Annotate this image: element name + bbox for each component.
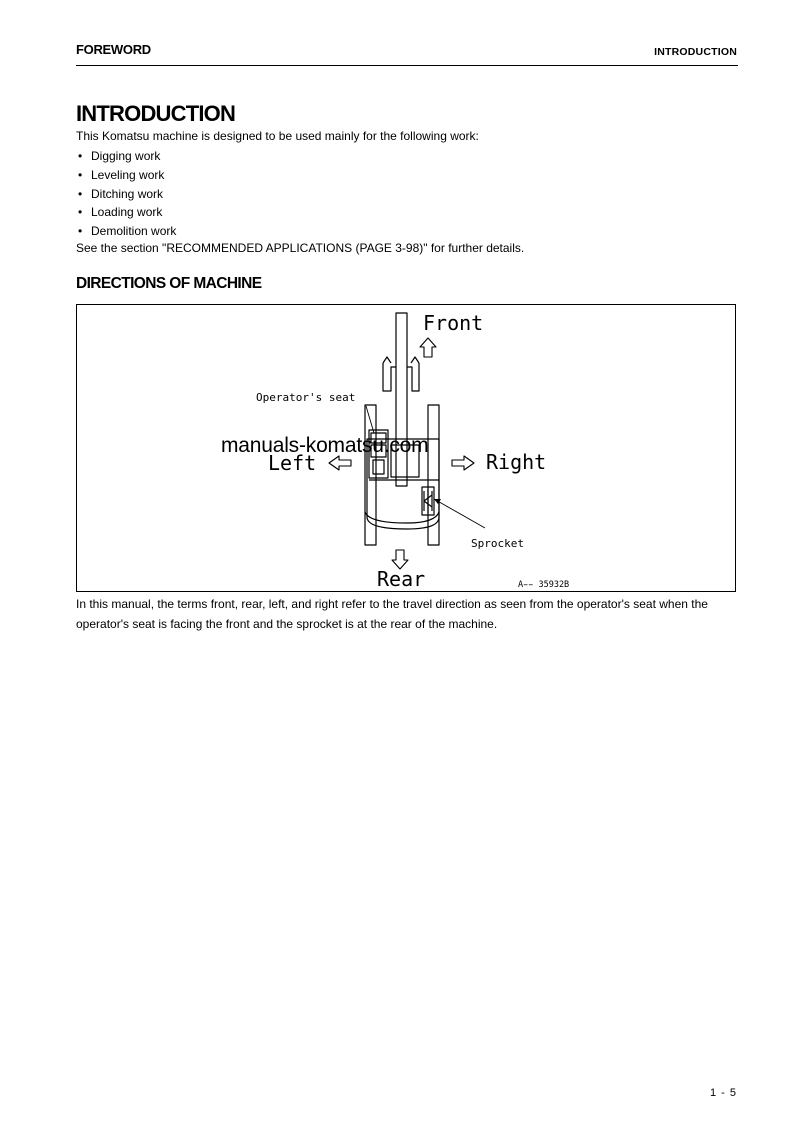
bullet-icon: • — [78, 224, 83, 239]
watermark: manuals-komatsu.com — [221, 434, 429, 457]
header-chapter: INTRODUCTION — [654, 46, 737, 58]
list-item: • Leveling work — [78, 166, 176, 185]
list-item: • Ditching work — [78, 185, 176, 204]
sprocket-label: Sprocket — [471, 537, 524, 550]
header-section: FOREWORD — [76, 42, 151, 57]
page-number: 1 - 5 — [709, 1087, 737, 1099]
see-also-text: See the section "RECOMMENDED APPLICATIONS (PAGE 3-98)" for further details. — [76, 241, 525, 255]
bullet-icon: • — [78, 186, 83, 201]
header-rule — [76, 65, 738, 66]
list-item: • Demolition work — [78, 222, 176, 241]
list-item: • Loading work — [78, 203, 176, 222]
intro-text: This Komatsu machine is designed to be used mainly for the following work: — [76, 129, 479, 143]
list-item: • Digging work — [78, 147, 176, 166]
bullet-icon: • — [78, 205, 83, 220]
operator-seat-label: Operator's seat — [256, 391, 356, 404]
work-list — [78, 147, 176, 241]
right-label: Right — [486, 450, 547, 474]
directions-explanation: In this manual, the terms front, rear, left, and right refer to the travel direction as seen from the operator's seat when the operator's seat is facing the front and the sprocket is at the rear of the machine. — [76, 597, 708, 631]
rear-label: Rear — [377, 567, 426, 591]
figure-id: A̵̵ 35932B — [518, 580, 570, 590]
bullet-icon: • — [78, 149, 83, 163]
section-heading: DIRECTIONS OF MACHINE — [76, 275, 262, 292]
front-label: Front — [423, 311, 484, 335]
left-label: Left — [268, 451, 317, 475]
page-title: INTRODUCTION — [76, 101, 236, 126]
bullet-icon: • — [78, 167, 83, 182]
